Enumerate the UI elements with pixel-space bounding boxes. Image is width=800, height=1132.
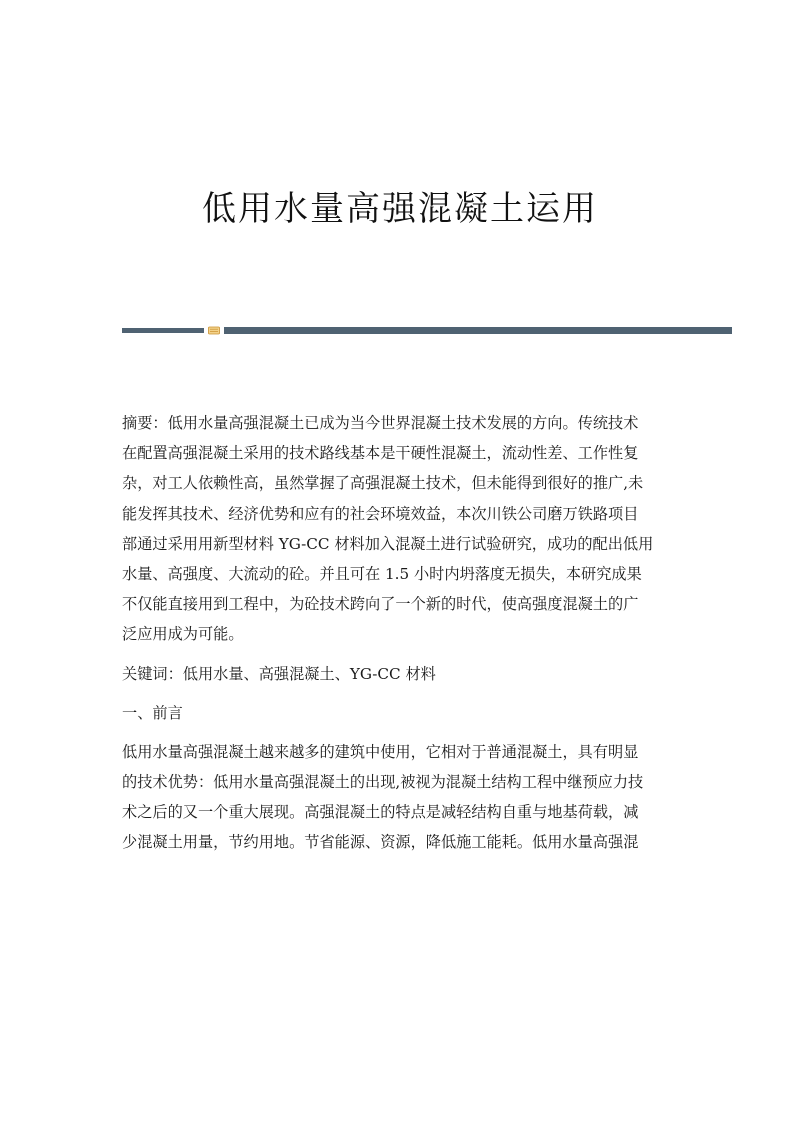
abstract-line: 水量、高强度、大流动的砼。并且可在 1.5 小时内坍落度无损失，本研究成果 (122, 564, 642, 583)
intro-line: 的技术优势：低用水量高强混凝土的出现,被视为混凝土结构工程中继预应力技 (122, 773, 644, 792)
abstract-line: 在配置高强混凝土采用的技术路线基本是干硬性混凝土，流动性差、工作性复 (122, 444, 639, 463)
title-divider (122, 326, 732, 334)
abstract-paragraph (122, 408, 682, 650)
keywords-line: 关键词：低用水量、高强混凝土、YG-CC 材料 (122, 664, 436, 683)
intro-line: 低用水量高强混凝土越来越多的建筑中使用，它相对于普通混凝土，具有明显 (122, 742, 639, 761)
document-title: 低用水量高强混凝土运用 (202, 189, 598, 229)
pencil-icon (208, 326, 220, 335)
abstract-line: 摘要：低用水量高强混凝土已成为当今世界混凝土技术发展的方向。传统技术 (122, 414, 639, 432)
document-body (122, 408, 682, 867)
divider-bar-left (122, 328, 204, 333)
abstract-line: 不仅能直接用到工程中，为砼技术跨向了一个新的时代，使高强度混凝土的广 (122, 595, 639, 614)
intro-line: 术之后的又一个重大展现。高强混凝土的特点是减轻结构自重与地基荷载，减 (122, 803, 639, 822)
intro-line: 少混凝土用量，节约用地。节省能源、资源，降低施工能耗。低用水量高强混 (122, 833, 639, 852)
divider-bar-right (224, 327, 732, 334)
intro-paragraph (122, 737, 682, 858)
abstract-line: 泛应用成为可能。 (122, 625, 244, 644)
abstract-line: 部通过采用用新型材料 YG-CC 材料加入混凝土进行试验研究，成功的配出低用 (122, 534, 654, 553)
abstract-line: 能发挥其技术、经济优势和应有的社会环境效益，本次川铁公司磨万铁路项目 (122, 504, 639, 523)
abstract-line: 杂，对工人依赖性高，虽然掌握了高强混凝土技术，但未能得到很好的推广,未 (122, 474, 644, 493)
section-heading: 一、前言 (122, 703, 183, 722)
